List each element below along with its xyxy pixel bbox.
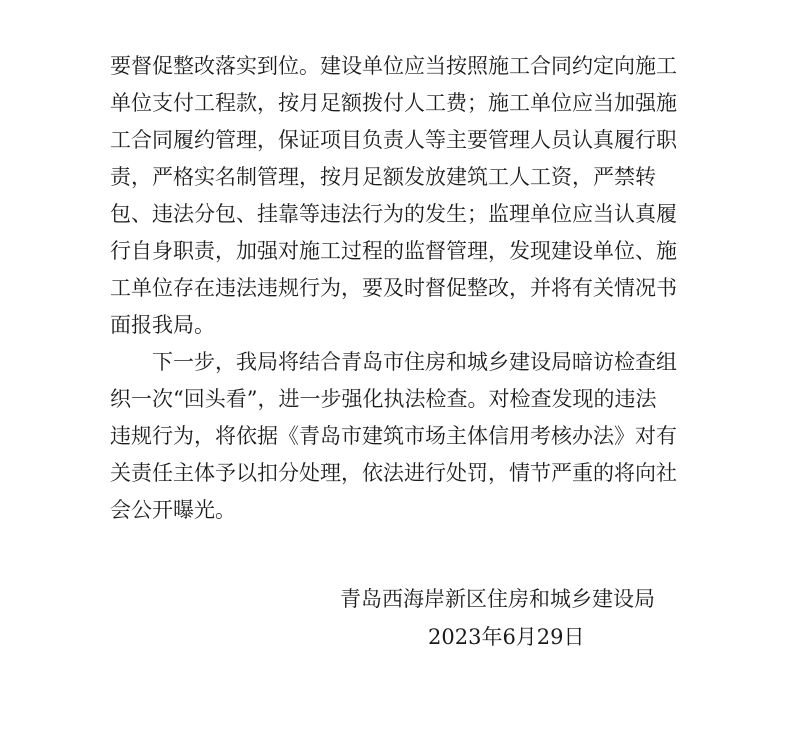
paragraph-1-line-8: 面报我局。: [110, 313, 215, 337]
paragraph-2-line-3: 违规行为，将依据《青岛市建筑市场主体信用考核办法》对有: [110, 424, 677, 448]
paragraph-2-line-5: 会公开曝光。: [110, 498, 236, 522]
paragraph-2-line-4: 关责任主体予以扣分处理，依法进行处罚，情节严重的将向社: [110, 461, 677, 485]
paragraph-1-line-6: 行自身职责，加强对施工过程的监督管理，发现建设单位、施: [110, 239, 677, 263]
paragraph-1-line-2: 单位支付工程款，按月足额拨付人工费；施工单位应当加强施: [110, 91, 677, 115]
paragraph-2-line-1: 下一步，我局将结合青岛市住房和城乡建设局暗访检查组: [152, 350, 677, 374]
signing-organization: 青岛西海岸新区住房和城乡建设局: [340, 587, 655, 611]
paragraph-1-line-5: 包、违法分包、挂靠等违法行为的发生；监理单位应当认真履: [110, 202, 677, 226]
paragraph-2-line-2: 织一次“回头看”，进一步强化执法检查。对检查发现的违法: [110, 387, 657, 411]
paragraph-1-line-3: 工合同履约管理，保证项目负责人等主要管理人员认真履行职: [110, 128, 677, 152]
paragraph-1-line-1: 要督促整改落实到位。建设单位应当按照施工合同约定向施工: [110, 54, 677, 78]
paragraph-1-line-7: 工单位存在违法违规行为，要及时督促整改，并将有关情况书: [110, 276, 677, 300]
signing-date: 2023年6月29日: [428, 625, 585, 649]
document-body: [110, 48, 710, 529]
paragraph-1-line-4: 责，严格实名制管理，按月足额发放建筑工人工资，严禁转: [110, 165, 656, 189]
